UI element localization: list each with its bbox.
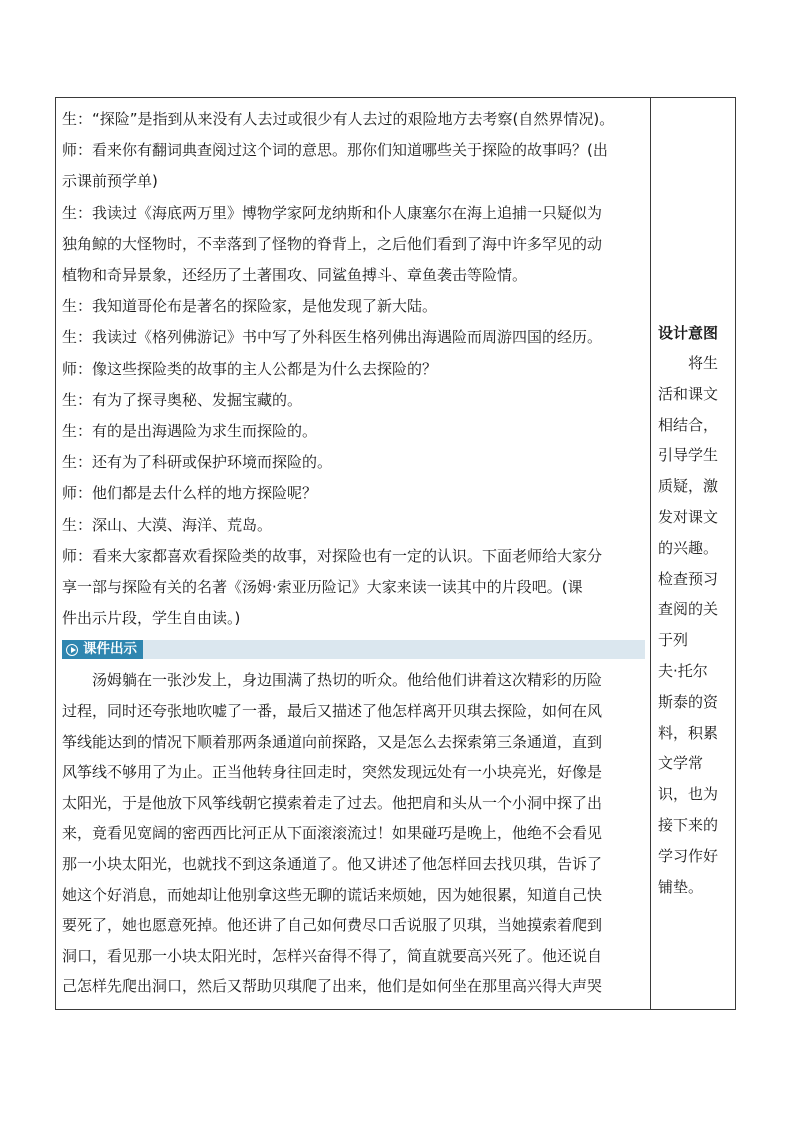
dialogue-line: 生：我读过《格列佛游记》书中写了外科医生格列佛出海遇险而周游四国的经历。 xyxy=(62,328,603,347)
excerpt-line: 过程，同时还夸张地吹嘘了一番，最后又描述了他怎样离开贝琪去探险，如何在风 xyxy=(62,702,603,721)
excerpt-line: 汤姆躺在一张沙发上，身边围满了热切的听众。他给他们讲着这次精彩的历险 xyxy=(92,671,603,690)
excerpt-line: 洞口，看见那一小块太阳光时，怎样兴奋得不得了，简直就要高兴死了。他还说自 xyxy=(62,946,603,965)
design-intent-line: 铺垫。 xyxy=(658,877,704,896)
dialogue-line: 师：像这些探险类的故事的主人公都是为什么去探险的？ xyxy=(62,359,438,378)
excerpt-line: 那一小块太阳光，也就找不到这条通道了。他又讲述了他怎样回去找贝琪，告诉了 xyxy=(62,855,603,874)
dialogue-line: 独角鲸的大怪物时，不幸落到了怪物的脊背上，之后他们看到了海中许多罕见的动 xyxy=(62,234,603,253)
design-intent-body xyxy=(658,348,731,902)
design-intent-line: 斯泰的资 xyxy=(658,692,719,711)
dialogue-line: 生：“探险”是指到从来没有人去过或很少有人去过的艰险地方去考察(自然界情况)。 xyxy=(62,110,615,128)
design-intent-line: 于列 xyxy=(658,631,689,650)
design-intent-heading: 设计意图 xyxy=(658,324,719,342)
dialogue-line: 生：有为了探寻奥秘、发掘宝藏的。 xyxy=(62,390,303,409)
dialogue-block xyxy=(62,104,645,634)
design-intent-line: 引导学生 xyxy=(658,446,719,465)
design-intent-line: 学习作好 xyxy=(658,846,719,865)
dialogue-line: 师：看来你有翻词典查阅过这个词的意思。那你们知道哪些关于探险的故事吗？(出 xyxy=(62,141,608,160)
teaching-process-cell xyxy=(56,98,651,1009)
design-intent-line: 发对课文 xyxy=(658,507,719,526)
design-intent-line: 检查预习 xyxy=(658,569,719,588)
courseware-label: 课件出示 xyxy=(83,641,137,658)
design-intent-line: 接下来的 xyxy=(658,815,719,834)
excerpt-line: 来，竟看见宽阔的密西西比河正从下面滚滚流过！如果碰巧是晚上，他绝不会看见 xyxy=(62,824,603,843)
dialogue-line: 生：还有为了科研或保护环境而探险的。 xyxy=(62,453,333,472)
design-intent-line: 活和课文 xyxy=(658,384,719,403)
design-intent-line: 质疑，激 xyxy=(658,477,719,496)
design-intent-cell xyxy=(651,98,735,1009)
dialogue-line: 示课前预学单) xyxy=(62,172,158,191)
dialogue-line: 生：我知道哥伦布是著名的探险家，是他发现了新大陆。 xyxy=(62,297,438,316)
excerpt-line: 己怎样先爬出洞口，然后又帮助贝琪爬了出来，他们是如何坐在那里高兴得大声哭 xyxy=(62,977,603,996)
dialogue-line: 生：深山、大漠、海洋、荒岛。 xyxy=(62,515,273,534)
design-intent-line: 查阅的关 xyxy=(658,600,719,619)
design-intent-line: 相结合， xyxy=(658,415,719,434)
excerpt-line: 风筝线不够用了为止。正当他转身往回走时，突然发现远处有一小块亮光，好像是 xyxy=(62,763,603,782)
dialogue-line: 享一部与探险有关的名著《汤姆·索亚历险记》大家来读一读其中的片段吧。(课 xyxy=(62,578,583,597)
design-intent-line: 文学常 xyxy=(658,754,704,773)
dialogue-line: 生：我读过《海底两万里》博物学家阿龙纳斯和仆人康塞尔在海上追捕一只疑似为 xyxy=(62,203,603,222)
play-circle-icon xyxy=(66,644,78,656)
design-intent-line: 识，也为 xyxy=(658,785,719,804)
design-intent-line: 的兴趣。 xyxy=(658,538,719,557)
excerpt-line: 她这个好消息，而她却让他别拿这些无聊的谎话来烦她，因为她很累，知道自己快 xyxy=(62,885,603,904)
courseware-banner xyxy=(62,640,645,659)
dialogue-line: 生：有的是出海遇险为求生而探险的。 xyxy=(62,422,318,441)
design-intent-line: 夫·托尔 xyxy=(658,661,708,680)
lesson-table xyxy=(55,97,736,1010)
excerpt-line: 要死了，她也愿意死掉。他还讲了自己如何费尽口舌说服了贝琪，当她摸索着爬到 xyxy=(62,916,603,935)
courseware-tag xyxy=(62,640,143,659)
excerpt-line: 太阳光，于是他放下风筝线朝它摸索着走了过去。他把肩和头从一个小洞中探了出 xyxy=(62,793,603,812)
excerpt-block xyxy=(62,665,645,1002)
dialogue-line: 师：看来大家都喜欢看探险类的故事，对探险也有一定的认识。下面老师给大家分 xyxy=(62,546,603,565)
dialogue-line: 师：他们都是去什么样的地方探险呢？ xyxy=(62,484,318,503)
dialogue-line: 植物和奇异景象，还经历了土著围攻、同鲨鱼搏斗、章鱼袭击等险情。 xyxy=(62,266,528,285)
design-intent-line: 料，积累 xyxy=(658,723,719,742)
design-intent-line: 将生 xyxy=(658,354,719,372)
dialogue-line: 件出示片段，学生自由读。) xyxy=(62,609,241,628)
excerpt-line: 筝线能达到的情况下顺着那两条通道向前探路，又是怎么去探索第三条通道，直到 xyxy=(62,732,603,751)
